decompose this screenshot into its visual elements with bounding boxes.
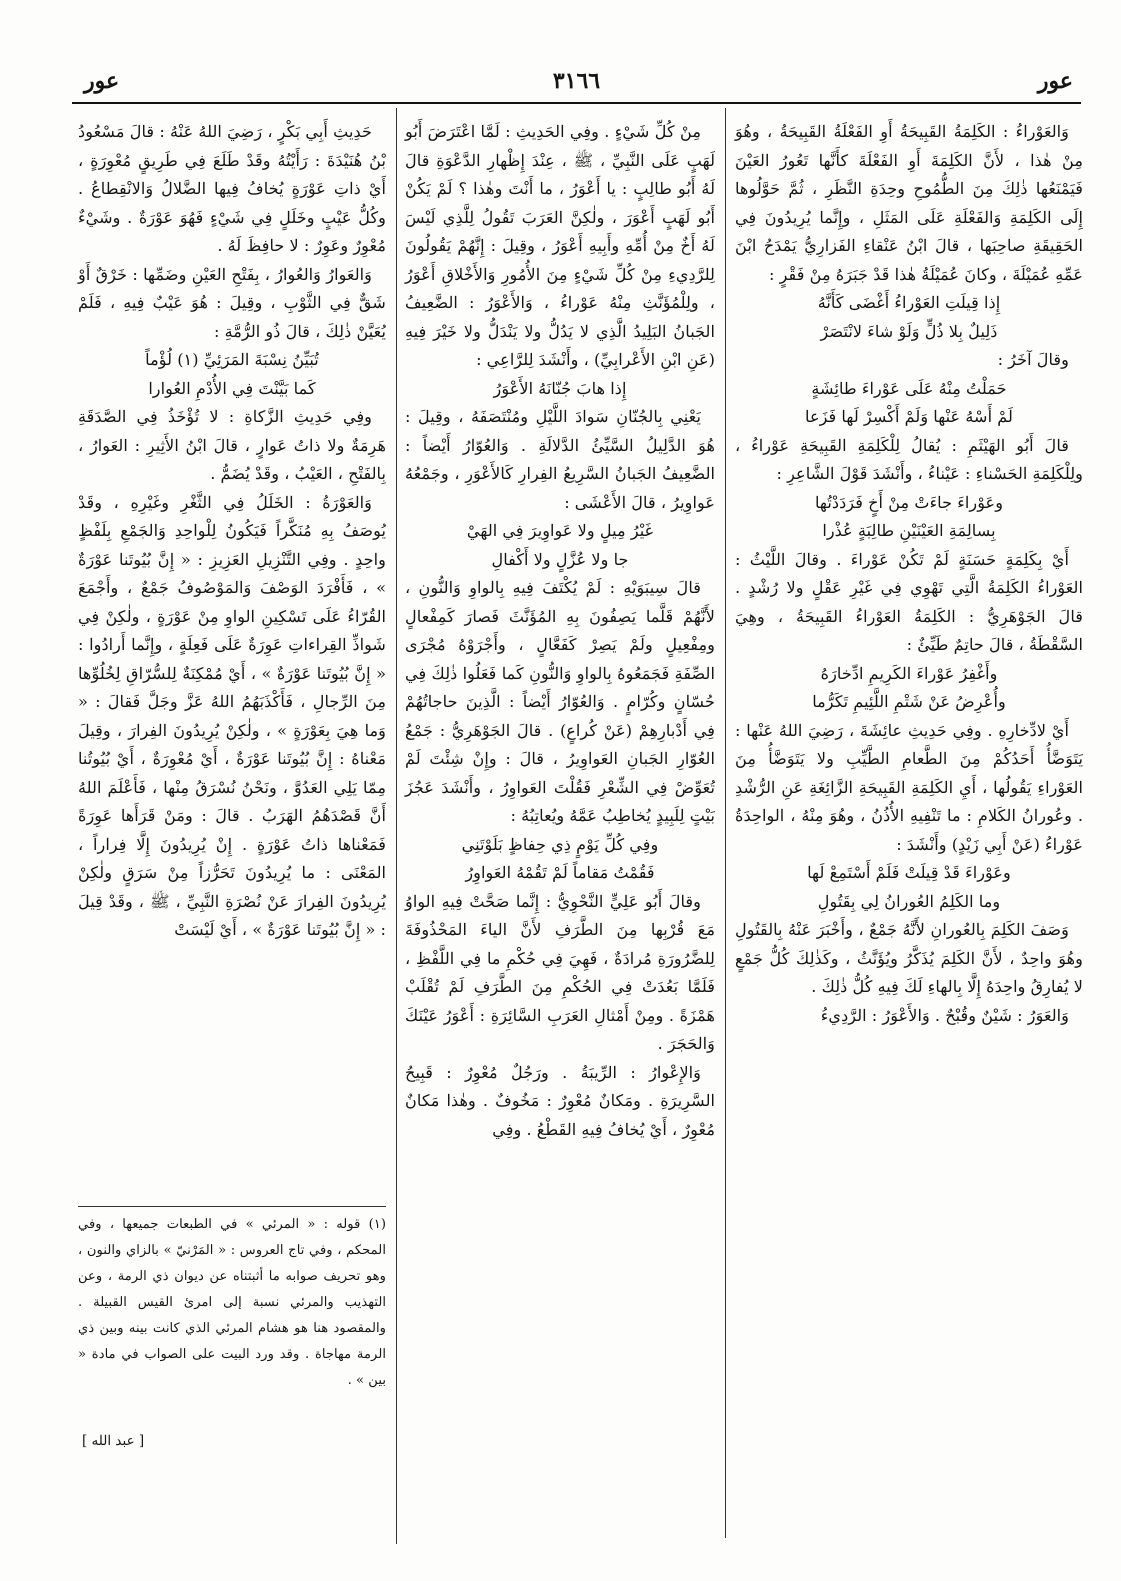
page-header (72, 66, 1081, 104)
entry-paragraph: وَالعَوارُ وَالعُوارُ ، بِفَتْحِ العَيْنِ وضَمِّها : خَرْقٌ أَوْ شَقٌّ فِي الثَّوْبِ ، وقِيلَ : هُوَ عَيْبٌ فِيهِ ، فَلَمْ يُعَيَّنْ ذٰلِكَ ، قالَ ذُو الرُّمَّةِ : (78, 264, 386, 341)
verse-line: لَمْ أَسْهُ عَنْها وَلَمْ أَكْسِرْ لَها فَزَعا (805, 407, 1013, 426)
footnote-text: (١) قوله : « المرئي » في الطبعات جميعها ، وفي المحكم ، وفي تاج العروس : « المَرْنيّ » بالزاي والنون ، وهو تحريف صوابه ما أثبتناه عن ديوان ذي الرمة ، وعن التهذيب والمرئي نسبة إلى امرئ القيس القبيلة . والمقصود هنا هو هشام المرئي الذي كانت بينه وبين ذي الرمة مهاجاة . وقد ورد البيت على الصواب في مادة « بين » . (78, 1217, 386, 1388)
column-divider-left (396, 108, 397, 1544)
column-middle (405, 118, 715, 1550)
verse-line: ذَلِيلٌ بِلا ذُلٍّ وَلَوْ شاءَ لانْتَصَرْ (820, 321, 998, 341)
verse-line: إِذا قِيلَتِ العَوْراءُ أَغْضَى كَأَنَّهُ (817, 293, 1001, 312)
page-number: ٣١٦٦ (552, 68, 601, 94)
verse-line: غَيْرُ مِيلٍ ولا عَواوِيرَ فِي الهَيْ (466, 521, 654, 540)
verse-line: بِسالِمَةِ العَيْنَيْنِ طالِبَةٍ عُذْرا (822, 521, 996, 540)
entry-paragraph: وقالَ آخَرُ : (997, 350, 1069, 369)
header-root-right: عور (1037, 68, 1073, 94)
column-right (735, 118, 1083, 1510)
column-left (78, 118, 386, 1178)
entry-paragraph: حَدِيثِ أَبِي بَكْرٍ ، رَضِيَ اللهُ عَنْهُ : قالَ مَسْعُودُ بْنُ هُنَيْدَةَ : رَأَيْتُهُ وقَدْ طَلَعَ فِي طَرِيقٍ مُعْوِرَةٍ ، أَيْ ذاتِ عَوْرَةٍ يُخافُ فِيها الضَّلالُ وَالانْقِطاعُ . وكُلُّ عَيْبٍ وخَلَلٍ فِي شَيْءٍ فَهُوَ عَوْرَةٌ . وشَيْءٌ مُعْوِرٌ وعَوِرٌ : لا حافِظَ لَهُ . (78, 122, 386, 255)
entry-paragraph: أَيْ بِكَلِمَةٍ حَسَنَةٍ لَمْ تَكُنْ عَوْراءَ . وقالَ اللَّيْثُ : العَوْراءُ الكَلِمَةُ الَّتِي تَهْوِي فِي غَيْرِ عَقْلٍ ولا رُشْدٍ . قالَ الجَوْهَرِيُّ : الكَلِمَةُ العَوْراءُ القَبِيحَةُ ، وهِيَ السَّقْطَةُ ، قالَ حاتِمٌ طَيِّئٌ : (735, 549, 1083, 654)
entry-paragraph: قالَ أَبُو الهَيْثَمِ : يُقالُ لِلْكَلِمَةِ القَبِيحَةِ عَوْراءُ ، ولِلْكَلِمَةِ الحَسْناءِ : عَيْناءُ ، وأَنْشَدَ قَوْلَ الشَّاعِرِ : (735, 435, 1083, 483)
verse-line: وعَوْراءَ قَدْ قِيلَتْ فَلَمْ أَسْتَمِعْ لَها (807, 863, 1011, 882)
verse-line: وفِي كُلِّ يَوْمٍ ذِي حِفاظٍ بَلَوْتَنِي (461, 834, 659, 854)
entry-paragraph: وَالإِعْوارُ : الرِّيبَةُ . ورَجُلٌ مُعْوِرٌ : قَبِيحُ السَّرِيرَةِ . ومَكانٌ مُعْوِرٌ : مَخُوفٌ . وهٰذا مَكانٌ مُعْوِرٌ ، أَيْ يُخافُ فِيهِ القَطْعُ . وفِي (405, 1062, 715, 1139)
entry-paragraph: وَالعَوْرَةُ : الخَلَلُ فِي الثَّغْرِ وغَيْرِهِ ، وقَدْ يُوصَفُ بِهِ مُنَكَّراً فَيَكُونُ لِلْواحِدِ وَالجَمْعِ بِلَفْظٍ واحِدٍ . وفِي التَّنْزِيلِ العَزِيزِ : « إِنَّ بُيُوتَنا عَوْرَةٌ » ، فَأَفْرَدَ الوَصْفَ وَالمَوْصُوفُ جَمْعٌ ، وأَجْمَعَ القُرّاءُ عَلَى تَسْكِينِ الواوِ مِنْ عَوْرَةٍ ، ولٰكِنْ فِي شَواذِّ القِراءاتِ عَوِرَةٌ عَلَى فَعِلَةٍ ، وإِنَّما أَرادُوا : « إِنَّ بُيُوتَنا عَوْرَةٌ » ، أَيْ مُمْكِنَةٌ لِلسُّرّاقِ لِخُلُوِّها مِنَ الرِّجالِ ، فَأَكْذَبَهُمُ اللهُ عَزَّ وجَلَّ فَقالَ : « وَما هِيَ بِعَوْرَةٍ » ، ولٰكِنْ يُرِيدُونَ الفِرارَ ، وقِيلَ مَعْناهُ : إِنَّ بُيُوتَنا عَوْرَةٌ ، أَيْ مُعْوِرَةٌ ، أَيْ بُيُوتُنا مِمّا يَلِي العَدُوَّ ، ونَحْنُ نُسْرَقُ مِنْها ، فَأَعْلَمَ اللهُ أَنَّ قَصْدَهُمُ الهَرَبُ . قالَ : ومَنْ قَرَأَها عَوِرَةً فَمَعْناها ذاتُ عَوْرَةٍ . إِنْ يُرِيدُونَ إِلَّا فِراراً ، المَعْنَى : ما يُرِيدُونَ تَحَرُّزاً مِنْ سَرَقٍ ولٰكِنْ يُرِيدُونَ الفِرارَ عَنْ نُصْرَةِ النَّبِيِّ ، ﷺ ، وقَدْ قِيلَ : « إِنَّ بُيُوتَنا عَوْرَةٌ » ، أَيْ لَيْسَتْ (78, 492, 386, 939)
verse-line: وأُعْرِضُ عَنْ شَتْمِ اللَّئِيمِ تَكَرُّما (812, 692, 1006, 711)
entry-paragraph: وَالعَوْراءُ : الكَلِمَةُ القَبِيحَةُ أَوِ الفَعْلَةُ القَبِيحَةُ ، وهُوَ مِنْ هٰذا ، لأَنَّ الكَلِمَةَ أَوِ الفَعْلَةَ كأَنَّها تَعُورُ العَيْنَ فَيَمْنَعُها ذٰلِكَ مِنَ الطُّمُوحِ وحِدَةِ النَّظَرِ ، ثُمَّ حَوَّلُوها إِلَى الكَلِمَةِ وَالفَعْلَةِ عَلَى المَثَلِ ، وإِنَّما يُرِيدُونَ فِي الحَقِيقَةِ صاحِبَها ، قالَ ابْنُ عَنْقاءِ الفَزارِيُّ يَمْدَحُ ابْنَ عَمِّهِ عُمَيْلَةَ ، وكانَ عُمَيْلَةُ هٰذا قَدْ جَبَرَهُ مِنْ فَقْرٍ : (735, 122, 1083, 284)
verse-line: حَمَلْتُ مِنْهُ عَلَى عَوْراءَ طائِشَةٍ (811, 378, 1007, 398)
entry-paragraph: وَصَفَ الكَلِمَ بِالعُورانِ لأَنَّهُ جَمْعٌ ، وأَخْبَرَ عَنْهُ بِالقَتُولِ وهُوَ واحِدٌ ، لأَنَّ الكَلِمَ يُذَكَّرُ ويُؤَنَّثُ ، وكَذٰلِكَ كُلُّ جَمْعٍ لا يُفارِقُ واحِدَهُ إِلَّا بِالهاءِ لَكَ فِيهِ كُلُّ ذٰلِكَ . (735, 920, 1083, 996)
editor-signature: [ عبد الله ] (82, 1433, 145, 1449)
verse-line: وعَوْراءَ جاءَتْ مِنْ أَخٍ فَرَدَدْتُها (814, 492, 1004, 512)
entry-paragraph: أَيْ لادِّخارِهِ . وفِي حَدِيثِ عائِشَةَ ، رَضِيَ اللهُ عَنْها : يَتَوَضَّأُ أَحَدُكُمْ مِنَ الطَّعامِ الطَّيِّبِ ولا يَتَوَضَّأُ مِنَ العَوْراءِ يَقُولُها ، أَيِ الكَلِمَةِ القَبِيحَةِ الزَّائِغَةِ عَنِ الرُّشْدِ . وعُورانُ الكَلامِ : ما تَنْفِيهِ الأُذُنُ ، وهُوَ مِنْهُ ، الواحِدَةُ عَوْراءُ (عَنْ أَبِي زَيْدٍ) وأَنْشَدَ : (735, 720, 1083, 854)
verse-line: كَما بَيَّنْتَ فِي الأُدْمِ العُوارا (148, 378, 316, 398)
entry-paragraph: وفِي حَدِيثِ الزَّكاةِ : لا تُؤْخَذُ فِي الصَّدَقَةِ هَرِمَةٌ ولا ذاتُ عَوارٍ ، قالَ ابْنُ الأَثِيرِ : العَوارُ ، بِالفَتْحِ ، العَيْبُ ، وقَدْ يُضَمُّ . (78, 407, 386, 483)
verse-line: وما الكَلِمُ العُورانُ لِي بِقَتُولِ (817, 891, 1001, 911)
verse-line: جا ولا عُزَّلٍ ولا أَكْفالِ (491, 549, 629, 569)
footnote (78, 1212, 386, 1432)
verse-line: إِذا هابَ جُنّانَهُ الأَعْوَرُ (493, 378, 627, 398)
entry-paragraph: مِنْ كُلِّ شَيْءٍ . وفِي الحَدِيثِ : لَمَّا اعْتَرَضَ أَبُو لَهَبٍ عَلَى النَّبِيِّ ، ﷺ ، عِنْدَ إِظْهارِ الدَّعْوَةِ قالَ لَهُ أَبُو طالِبٍ : يا أَعْوَرُ ، ما أَنْتَ وهٰذا ؟ لَمْ يَكُنْ أَبُو لَهَبٍ أَعْوَرَ ، ولٰكِنَّ العَرَبَ تَقُولُ لِلَّذِي لَيْسَ لَهُ أَخٌ مِنْ أُمِّهِ وأَبِيهِ أَعْوَرُ ، وقِيلَ : إِنَّهُمْ يَقُولُونَ لِلرَّدِيءِ مِنْ كُلِّ شَيْءٍ مِنَ الأُمُورِ وَالأَخْلاقِ أَعْوَرُ ، ولِلْمُؤَنَّثِ مِنْهُ عَوْراءُ ، وَالأَعْوَرُ : الضَّعِيفُ الجَبانُ البَلِيدُ الَّذِي لا يَدُلُّ ولا يَنْدَلُّ ولا خَيْرَ فِيهِ (عَنِ ابْنِ الأَعْرابِيِّ) ، وأَنْشَدَ لِلرَّاعِي : (405, 122, 715, 369)
entry-paragraph: قالَ سِيبَوَيْهِ : لَمْ يُكْتَفَ فِيهِ بِالواوِ وَالنُّونِ ، لأَنَّهُمْ قَلَّما يَصِفُونَ بِهِ المُؤَنَّثَ فَصارَ كَمِفْعالٍ ومِفْعِيلٍ ولَمْ يَصِرْ كَفَعَّالٍ ، وأَجْرَوْهُ مُجْرَى الصِّفَةِ فَجَمَعُوهُ بِالواوِ وَالنُّونِ كَما فَعَلُوا ذٰلِكَ فِي حُسّانٍ وكُرّامٍ . وَالعُوّارُ أَيْضاً : الَّذِينَ حاجاتُهُمْ فِي أَدْبارِهِمْ (عَنْ كُراعٍ) . قالَ الجَوْهَرِيُّ : جَمْعُ العُوّارِ الجَبانِ العَواوِيرُ ، قالَ : وإِنْ شِئْتَ لَمْ تُعَوِّضْ فِي الشِّعْرِ فَقُلْتَ العَواوِرُ ، وأَنْشَدَ عَجُزَ بَيْتٍ لِلَبِيدٍ يُخاطِبُ عَمَّهُ ويُعاتِبُهُ : (405, 578, 715, 825)
entry-paragraph: وقالَ أَبُو عَلِيٍّ النَّحْوِيُّ : إِنَّما صَحَّتْ فِيهِ الواوُ مَعَ قُرْبِها مِنَ الطَّرَفِ لأَنَّ الياءَ المَحْذُوفَةَ لِلضَّرُورَةِ مُرادَةٌ ، فَهِيَ فِي حُكْمِ ما فِي اللَّفْظِ ، فَلَمَّا بَعُدَتْ فِي الحُكْمِ مِنَ الطَّرَفِ لَمْ تُقْلَبْ هَمْزَةً . ومِنْ أَمْثالِ العَرَبِ السَّائِرَةِ : أَعْوَرُ عَيْنَكَ وَالحَجَرَ . (405, 891, 715, 1053)
entry-paragraph: يَعْنِي بِالجُنّانِ سَوادَ اللَّيْلِ ومُنْتَصَفَهُ ، وقِيلَ : هُوَ الدَّلِيلُ السَّيِّئُ الدَّلالَةِ . وَالعُوّارُ أَيْضاً : الضَّعِيفُ الجَبانُ السَّرِيعُ الفِرارِ كَالأَعْوَرِ ، وجَمْعُهُ عَواوِيرُ ، قالَ الأَعْشَى : (405, 407, 715, 512)
header-root-left: عور (84, 68, 120, 94)
column-divider-right (725, 108, 726, 1538)
verse-line: فَقُمْتُ مَقاماً لَمْ تَقُمْهُ العَواوِرُ (465, 863, 655, 882)
verse-line: تُبَيِّنُ نِسْبَةَ المَرَئِيِّ (١) لُؤْماً (145, 350, 319, 369)
verse-line: وأَغْفِرُ عَوْراءَ الكَرِيمِ ادِّخارَهُ (820, 663, 998, 683)
entry-paragraph: وَالعَوَرُ : شَيْنٌ وقُبْحٌ . وَالأَعْوَرُ : الرَّدِيءُ (820, 1005, 1069, 1025)
footnote-rule (78, 1206, 386, 1207)
